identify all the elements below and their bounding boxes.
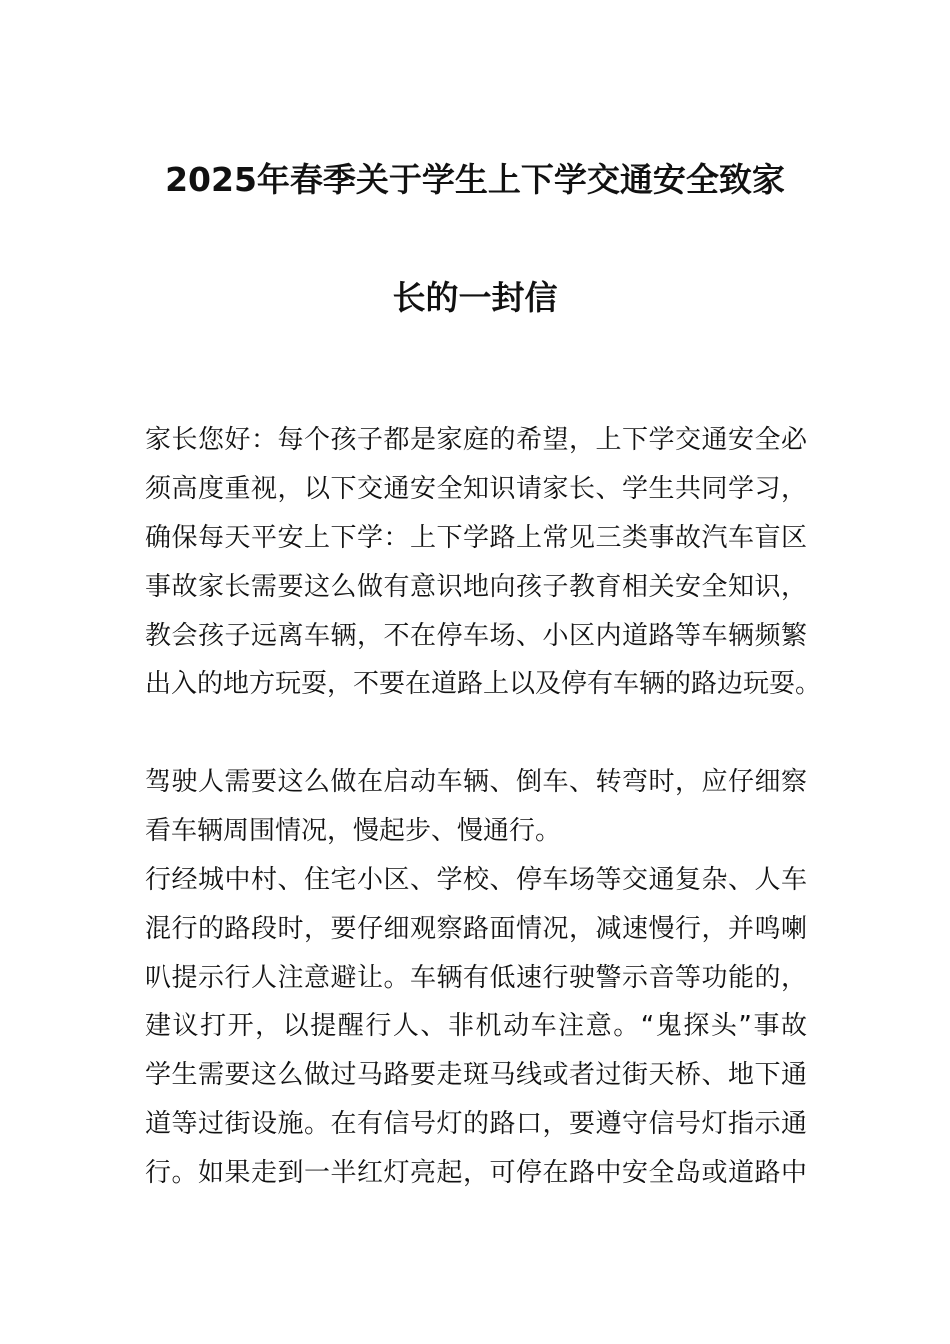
paragraph-line: 混行的路段时，要仔细观察路面情况，减速慢行，并鸣喇 (145, 913, 807, 944)
paragraph-line: 确保每天平安上下学：上下学路上常见三类事故汽车盲区 (145, 522, 807, 553)
paragraph-line: 学生需要这么做过马路要走斑马线或者过街天桥、地下通 (145, 1060, 807, 1091)
paragraph-line: 驾驶人需要这么做在启动车辆、倒车、转弯时，应仔细察 (145, 767, 807, 797)
document-title-line-2: 长的一封信 (392, 278, 558, 317)
paragraph-line: 家长您好：每个孩子都是家庭的希望，上下学交通安全必 (145, 425, 807, 455)
paragraph-line: 事故家长需要这么做有意识地向孩子教育相关安全知识， (145, 571, 807, 602)
paragraph-line: 建议打开，以提醒行人、非机动车注意。“鬼探头”事故 (145, 1011, 807, 1042)
paragraph-line: 须高度重视，以下交通安全知识请家长、学生共同学习， (145, 473, 807, 504)
document-title-line-1: 2025年春季关于学生上下学交通安全致家 (165, 160, 785, 199)
paragraph-line: 看车辆周围情况，慢起步、慢通行。 (145, 815, 562, 846)
paragraph-line: 道等过街设施。在有信号灯的路口，要遵守信号灯指示通 (145, 1109, 807, 1140)
paragraph-1 (145, 416, 822, 709)
paragraph-line: 教会孩子远离车辆，不在停车场、小区内道路等车辆频繁 (145, 620, 807, 651)
paragraph-line: 出入的地方玩耍，不要在道路上以及停有车辆的路边玩耍。 (145, 669, 822, 700)
paragraph-line: 叭提示行人注意避让。车辆有低速行驶警示音等功能的， (145, 962, 807, 993)
paragraph-line: 行经城中村、住宅小区、学校、停车场等交通复杂、人车 (145, 864, 807, 895)
paragraph-line: 行。如果走到一半红灯亮起，可停在路中安全岛或道路中 (145, 1158, 807, 1189)
paragraph-2 (145, 758, 807, 1198)
